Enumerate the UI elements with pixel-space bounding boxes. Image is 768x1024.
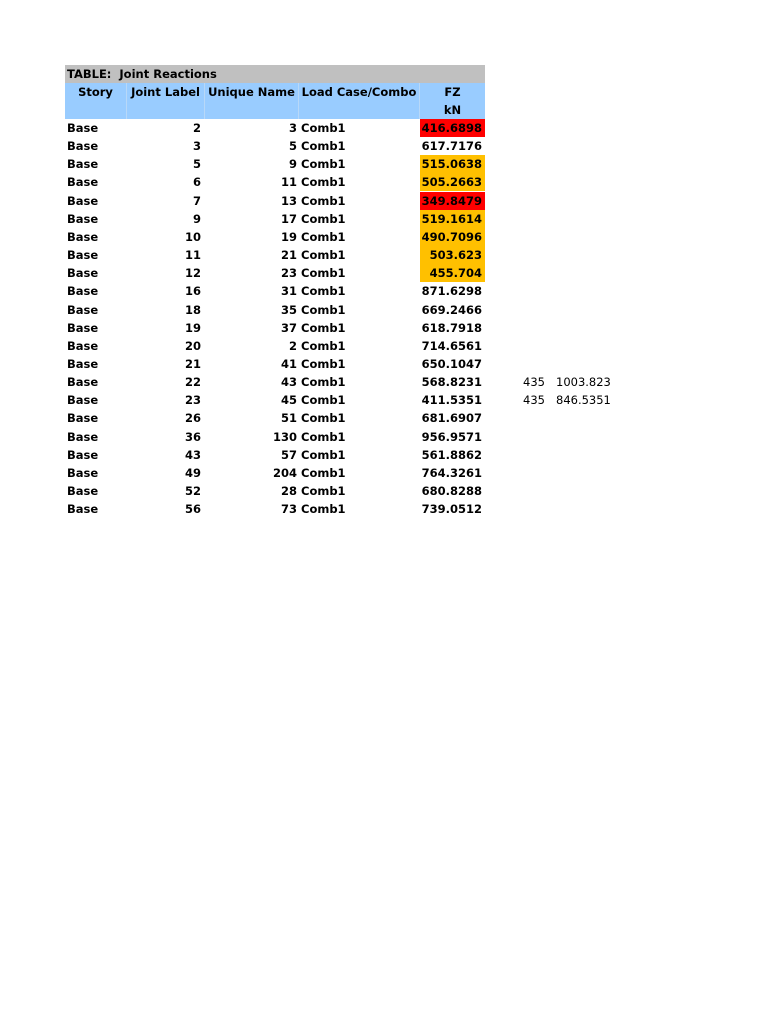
cell-story[interactable]: Base [67,356,99,371]
cell-story[interactable]: Base [67,447,99,462]
cell-joint-label[interactable]: 3 [192,139,201,154]
table-row [65,137,625,155]
cell-extra-value[interactable]: 435 [523,393,545,408]
cell-fz[interactable]: 617.7176 [421,139,482,154]
cell-fz[interactable]: 503.623 [420,246,485,264]
cell-load-combo[interactable]: Comb1 [301,211,346,226]
cell-load-combo[interactable]: Comb1 [301,393,346,408]
table-row [65,301,625,319]
cell-unique-name[interactable]: 17 [280,211,297,226]
cell-load-combo[interactable]: Comb1 [301,157,346,172]
cell-load-combo[interactable]: Comb1 [301,484,346,498]
cell-load-combo[interactable]: Comb1 [301,320,346,335]
cell-story[interactable]: Base [67,175,99,190]
cell-fz[interactable]: 455.704 [420,264,485,282]
cell-fz[interactable]: 764.3261 [421,465,482,480]
cell-joint-label[interactable]: 12 [184,266,201,281]
cell-fz[interactable]: 650.1047 [421,356,482,371]
table-row [65,464,625,482]
cell-fz[interactable]: 956.9571 [421,429,482,444]
cell-unique-name[interactable]: 130 [272,429,297,444]
table-title[interactable]: TABLE: Joint Reactions [65,65,485,83]
cell-load-combo[interactable]: Comb1 [301,193,346,208]
cell-load-combo[interactable]: Comb1 [301,502,346,517]
cell-story[interactable]: Base [67,393,99,408]
cell-joint-label[interactable]: 20 [184,338,201,353]
cell-joint-label[interactable]: 26 [184,411,201,426]
cell-story[interactable]: Base [67,211,99,226]
cell-unique-name[interactable]: 2 [288,338,297,353]
unit-joint-label[interactable] [127,101,205,119]
cell-joint-label[interactable]: 43 [184,447,201,462]
table-row [65,355,625,373]
table-row [65,228,625,246]
cell-load-combo[interactable]: Comb1 [301,338,346,353]
cell-load-combo[interactable]: Comb1 [301,284,346,299]
cell-unique-name[interactable]: 35 [280,302,297,317]
cell-joint-label[interactable]: 9 [192,211,201,226]
cell-load-combo[interactable]: Comb1 [301,447,346,462]
cell-story[interactable]: Base [67,465,99,480]
cell-extra-total[interactable]: 1003.823 [556,375,611,390]
cell-unique-name[interactable]: 3 [288,121,297,135]
table-row [65,173,625,191]
cell-story[interactable]: Base [67,502,99,517]
cell-fz[interactable]: 680.8288 [421,484,482,498]
cell-extra-value[interactable]: 435 [523,375,545,390]
header-joint-label[interactable]: Joint Label [127,83,205,101]
cell-story[interactable]: Base [67,266,99,281]
cell-fz[interactable]: 739.0512 [421,502,482,517]
cell-load-combo[interactable]: Comb1 [301,375,346,390]
cell-story[interactable]: Base [67,411,99,426]
unit-unique-name[interactable] [205,101,299,119]
cell-load-combo[interactable]: Comb1 [301,302,346,317]
units-row [65,101,485,119]
cell-load-combo[interactable]: Comb1 [301,139,346,154]
cell-joint-label[interactable]: 23 [184,393,201,408]
cell-fz[interactable]: 519.1614 [420,210,485,228]
table-row [65,210,625,228]
cell-load-combo[interactable]: Comb1 [301,229,346,244]
header-row [65,83,485,101]
cell-joint-label[interactable]: 49 [184,465,201,480]
cell-story[interactable]: Base [67,302,99,317]
cell-story[interactable]: Base [67,338,99,353]
cell-fz[interactable]: 411.5351 [421,393,482,408]
table-row [65,246,625,264]
cell-load-combo[interactable]: Comb1 [301,356,346,371]
cell-fz[interactable]: 349.8479 [420,192,485,210]
table-row [65,428,625,446]
cell-load-combo[interactable]: Comb1 [301,429,346,444]
unit-story[interactable] [65,101,127,119]
cell-unique-name[interactable]: 37 [280,320,297,335]
cell-story[interactable]: Base [67,429,99,444]
cell-story[interactable]: Base [67,320,99,335]
cell-story[interactable]: Base [67,157,99,172]
cell-unique-name[interactable]: 51 [280,411,297,426]
cell-joint-label[interactable]: 21 [184,356,201,371]
cell-joint-label[interactable]: 6 [192,175,201,190]
cell-load-combo[interactable]: Comb1 [301,248,346,263]
table-row [65,264,625,282]
cell-joint-label[interactable]: 56 [184,502,201,517]
table-row [65,409,625,427]
cell-unique-name[interactable]: 204 [272,465,297,480]
table-row [65,155,625,173]
cell-joint-label[interactable]: 36 [184,429,201,444]
cell-story[interactable]: Base [67,193,99,208]
cell-unique-name[interactable]: 31 [280,284,297,299]
cell-joint-label[interactable]: 10 [184,229,201,244]
cell-unique-name[interactable]: 5 [288,139,297,154]
table-row [65,500,625,518]
cell-unique-name[interactable]: 43 [280,375,297,390]
table-row [65,446,625,464]
table-row [65,119,625,137]
table-row [65,319,625,337]
cell-unique-name[interactable]: 57 [280,447,297,462]
cell-unique-name[interactable]: 9 [288,157,297,172]
cell-fz[interactable]: 515.0638 [420,155,485,173]
cell-story[interactable]: Base [67,121,99,135]
cell-unique-name[interactable]: 41 [280,356,297,371]
table-row [65,337,625,355]
table-row [65,391,625,409]
header-fz[interactable]: FZ [444,85,461,99]
cell-story[interactable]: Base [67,484,99,498]
cell-story[interactable]: Base [67,284,99,299]
cell-fz[interactable]: 669.2466 [421,302,482,317]
cell-fz[interactable]: 871.6298 [421,284,482,299]
cell-load-combo[interactable]: Comb1 [301,266,346,281]
cell-joint-label[interactable]: 22 [184,375,201,390]
cell-unique-name[interactable]: 28 [280,484,297,498]
cell-fz[interactable]: 618.7918 [421,320,482,335]
cell-unique-name[interactable]: 45 [280,393,297,408]
cell-fz[interactable]: 416.6898 [420,119,485,137]
cell-unique-name[interactable]: 11 [280,175,297,190]
cell-unique-name[interactable]: 23 [280,266,297,281]
cell-unique-name[interactable]: 73 [280,502,297,517]
unit-load-case[interactable] [299,101,420,119]
cell-fz[interactable]: 568.8231 [421,375,482,390]
cell-fz[interactable]: 490.7096 [420,228,485,246]
unit-fz[interactable]: kN [443,103,462,117]
cell-joint-label[interactable]: 16 [184,284,201,299]
table-row [65,282,625,300]
cell-joint-label[interactable]: 2 [192,121,201,135]
cell-joint-label[interactable]: 18 [184,302,201,317]
cell-load-combo[interactable]: Comb1 [301,411,346,426]
table-row [65,192,625,210]
cell-fz[interactable]: 561.8862 [421,447,482,462]
cell-unique-name[interactable]: 19 [280,229,297,244]
cell-joint-label[interactable]: 52 [184,484,201,498]
cell-story[interactable]: Base [67,229,99,244]
header-unique-name[interactable]: Unique Name [205,83,299,101]
cell-story[interactable]: Base [67,139,99,154]
cell-story[interactable]: Base [67,248,99,263]
cell-fz[interactable]: 681.6907 [421,411,482,426]
cell-joint-label[interactable]: 5 [192,157,201,172]
cell-unique-name[interactable]: 21 [280,248,297,263]
cell-fz[interactable]: 505.2663 [420,173,485,191]
cell-joint-label[interactable]: 11 [184,248,201,263]
cell-load-combo[interactable]: Comb1 [301,175,346,190]
cell-load-combo[interactable]: Comb1 [301,121,346,135]
cell-story[interactable]: Base [67,375,99,390]
cell-fz[interactable]: 714.6561 [421,338,482,353]
cell-unique-name[interactable]: 13 [280,193,297,208]
cell-joint-label[interactable]: 19 [184,320,201,335]
header-story[interactable]: Story [65,83,127,101]
table-row [65,482,625,500]
table-row [65,373,625,391]
header-load-case[interactable]: Load Case/Combo [299,83,420,101]
cell-joint-label[interactable]: 7 [192,193,201,208]
cell-load-combo[interactable]: Comb1 [301,465,346,480]
cell-extra-total[interactable]: 846.5351 [556,393,611,408]
